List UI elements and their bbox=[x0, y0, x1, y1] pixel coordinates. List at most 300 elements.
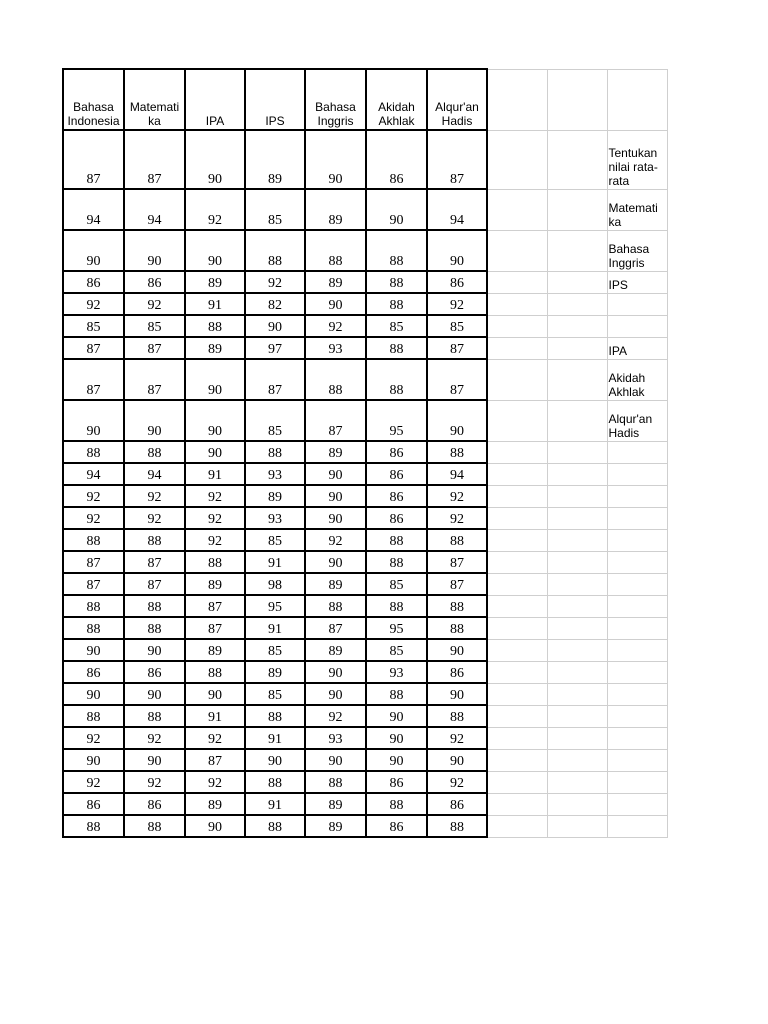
score-cell[interactable]: 88 bbox=[427, 815, 487, 837]
empty-cell[interactable] bbox=[487, 727, 547, 749]
score-cell[interactable]: 86 bbox=[366, 463, 427, 485]
score-cell[interactable]: 90 bbox=[63, 400, 124, 441]
empty-cell[interactable] bbox=[487, 485, 547, 507]
score-cell[interactable]: 86 bbox=[63, 661, 124, 683]
empty-cell[interactable] bbox=[487, 705, 547, 727]
score-cell[interactable]: 92 bbox=[427, 727, 487, 749]
score-cell[interactable]: 90 bbox=[427, 230, 487, 271]
score-cell[interactable]: 90 bbox=[305, 130, 366, 189]
score-cell[interactable]: 87 bbox=[63, 359, 124, 400]
empty-cell[interactable] bbox=[547, 683, 607, 705]
score-cell[interactable]: 89 bbox=[305, 793, 366, 815]
score-cell[interactable]: 85 bbox=[63, 315, 124, 337]
score-cell[interactable]: 86 bbox=[366, 441, 427, 463]
empty-cell[interactable] bbox=[487, 639, 547, 661]
empty-cell[interactable] bbox=[547, 815, 607, 837]
empty-cell[interactable] bbox=[607, 595, 667, 617]
empty-cell[interactable] bbox=[607, 293, 667, 315]
empty-cell[interactable] bbox=[547, 69, 607, 130]
score-cell[interactable]: 94 bbox=[124, 463, 185, 485]
empty-cell[interactable] bbox=[487, 400, 547, 441]
score-cell[interactable]: 90 bbox=[185, 359, 245, 400]
empty-cell[interactable] bbox=[487, 771, 547, 793]
score-cell[interactable]: 86 bbox=[366, 485, 427, 507]
score-cell[interactable]: 87 bbox=[185, 617, 245, 639]
empty-cell[interactable] bbox=[547, 749, 607, 771]
score-cell[interactable]: 88 bbox=[124, 815, 185, 837]
empty-cell[interactable] bbox=[487, 293, 547, 315]
score-cell[interactable]: 88 bbox=[124, 595, 185, 617]
score-cell[interactable]: 88 bbox=[366, 359, 427, 400]
empty-cell[interactable] bbox=[547, 551, 607, 573]
table-row bbox=[63, 130, 667, 189]
empty-cell[interactable] bbox=[547, 230, 607, 271]
score-cell[interactable]: 92 bbox=[185, 189, 245, 230]
table-row bbox=[63, 661, 667, 683]
score-cell[interactable]: 88 bbox=[427, 529, 487, 551]
score-cell[interactable]: 85 bbox=[366, 573, 427, 595]
score-cell[interactable]: 92 bbox=[63, 771, 124, 793]
empty-cell[interactable] bbox=[547, 573, 607, 595]
empty-cell[interactable] bbox=[607, 749, 667, 771]
score-cell[interactable]: 90 bbox=[305, 661, 366, 683]
empty-cell[interactable] bbox=[487, 661, 547, 683]
cell-text-line: Akhlak bbox=[378, 114, 415, 128]
score-cell[interactable]: 89 bbox=[245, 485, 305, 507]
empty-cell[interactable] bbox=[547, 337, 607, 359]
score-cell[interactable]: 90 bbox=[124, 230, 185, 271]
score-cell[interactable]: 90 bbox=[185, 130, 245, 189]
column-header[interactable] bbox=[185, 69, 245, 130]
score-cell[interactable]: 89 bbox=[305, 573, 366, 595]
score-cell[interactable]: 88 bbox=[366, 230, 427, 271]
score-cell[interactable]: 91 bbox=[245, 727, 305, 749]
score-cell[interactable]: 95 bbox=[366, 617, 427, 639]
score-cell[interactable]: 87 bbox=[63, 130, 124, 189]
column-header[interactable] bbox=[305, 69, 366, 130]
score-cell[interactable]: 88 bbox=[63, 705, 124, 727]
score-cell[interactable]: 86 bbox=[427, 793, 487, 815]
score-cell[interactable]: 94 bbox=[63, 463, 124, 485]
score-cell[interactable]: 90 bbox=[305, 293, 366, 315]
score-cell[interactable]: 92 bbox=[124, 293, 185, 315]
score-cell[interactable]: 88 bbox=[185, 315, 245, 337]
score-cell[interactable]: 88 bbox=[305, 359, 366, 400]
score-cell[interactable]: 87 bbox=[427, 337, 487, 359]
score-cell[interactable]: 88 bbox=[245, 441, 305, 463]
score-cell[interactable]: 87 bbox=[124, 130, 185, 189]
score-cell[interactable]: 91 bbox=[185, 293, 245, 315]
score-cell[interactable]: 86 bbox=[366, 130, 427, 189]
empty-cell[interactable] bbox=[607, 683, 667, 705]
empty-cell[interactable] bbox=[607, 793, 667, 815]
score-cell[interactable]: 92 bbox=[124, 485, 185, 507]
empty-cell[interactable] bbox=[607, 815, 667, 837]
empty-cell[interactable] bbox=[487, 529, 547, 551]
score-cell[interactable]: 92 bbox=[63, 293, 124, 315]
column-header[interactable] bbox=[63, 69, 124, 130]
score-cell[interactable]: 88 bbox=[366, 683, 427, 705]
score-cell[interactable]: 88 bbox=[427, 705, 487, 727]
side-note-cell[interactable] bbox=[607, 271, 667, 293]
empty-cell[interactable] bbox=[487, 337, 547, 359]
score-cell[interactable]: 89 bbox=[305, 441, 366, 463]
empty-cell[interactable] bbox=[607, 441, 667, 463]
empty-cell[interactable] bbox=[547, 130, 607, 189]
empty-cell[interactable] bbox=[547, 463, 607, 485]
empty-cell[interactable] bbox=[607, 507, 667, 529]
score-cell[interactable]: 87 bbox=[63, 551, 124, 573]
score-cell[interactable]: 91 bbox=[185, 463, 245, 485]
score-cell[interactable]: 94 bbox=[427, 189, 487, 230]
score-cell[interactable]: 87 bbox=[305, 400, 366, 441]
score-cell[interactable]: 88 bbox=[185, 661, 245, 683]
score-cell[interactable]: 94 bbox=[63, 189, 124, 230]
empty-cell[interactable] bbox=[547, 639, 607, 661]
score-cell[interactable]: 90 bbox=[366, 749, 427, 771]
empty-cell[interactable] bbox=[487, 230, 547, 271]
score-cell[interactable]: 86 bbox=[427, 271, 487, 293]
empty-cell[interactable] bbox=[547, 293, 607, 315]
score-cell[interactable]: 87 bbox=[427, 573, 487, 595]
score-cell[interactable]: 90 bbox=[185, 683, 245, 705]
score-cell[interactable]: 90 bbox=[63, 683, 124, 705]
empty-cell[interactable] bbox=[547, 595, 607, 617]
score-cell[interactable]: 88 bbox=[124, 617, 185, 639]
score-cell[interactable]: 92 bbox=[63, 727, 124, 749]
score-cell[interactable]: 95 bbox=[245, 595, 305, 617]
score-cell[interactable]: 91 bbox=[245, 617, 305, 639]
cell-text-line: IPA bbox=[608, 343, 627, 358]
score-cell[interactable]: 89 bbox=[245, 130, 305, 189]
empty-cell[interactable] bbox=[547, 617, 607, 639]
score-cell[interactable]: 92 bbox=[185, 771, 245, 793]
empty-cell[interactable] bbox=[487, 573, 547, 595]
score-cell[interactable]: 88 bbox=[245, 230, 305, 271]
side-note-cell[interactable] bbox=[607, 189, 667, 230]
score-cell[interactable]: 88 bbox=[305, 230, 366, 271]
score-cell[interactable]: 86 bbox=[366, 771, 427, 793]
score-cell[interactable]: 93 bbox=[366, 661, 427, 683]
score-cell[interactable]: 88 bbox=[245, 771, 305, 793]
score-cell[interactable]: 85 bbox=[245, 189, 305, 230]
empty-cell[interactable] bbox=[487, 595, 547, 617]
cell-text-line: Bahasa bbox=[73, 100, 114, 114]
empty-cell[interactable] bbox=[547, 315, 607, 337]
empty-cell[interactable] bbox=[487, 463, 547, 485]
empty-cell[interactable] bbox=[487, 617, 547, 639]
score-cell[interactable]: 86 bbox=[124, 661, 185, 683]
side-note-cell[interactable] bbox=[607, 400, 667, 441]
score-cell[interactable]: 92 bbox=[124, 771, 185, 793]
empty-cell[interactable] bbox=[607, 69, 667, 130]
score-cell[interactable]: 90 bbox=[366, 189, 427, 230]
score-cell[interactable]: 92 bbox=[185, 485, 245, 507]
score-cell[interactable]: 93 bbox=[245, 507, 305, 529]
score-cell[interactable]: 87 bbox=[124, 551, 185, 573]
side-note-cell[interactable] bbox=[607, 230, 667, 271]
empty-cell[interactable] bbox=[487, 683, 547, 705]
score-cell[interactable]: 87 bbox=[185, 749, 245, 771]
empty-cell[interactable] bbox=[487, 130, 547, 189]
score-cell[interactable]: 88 bbox=[366, 271, 427, 293]
score-cell[interactable]: 86 bbox=[124, 793, 185, 815]
score-cell[interactable]: 92 bbox=[185, 529, 245, 551]
empty-cell[interactable] bbox=[547, 485, 607, 507]
empty-cell[interactable] bbox=[487, 315, 547, 337]
score-cell[interactable]: 90 bbox=[185, 815, 245, 837]
score-cell[interactable]: 88 bbox=[185, 551, 245, 573]
table-row bbox=[63, 595, 667, 617]
score-cell[interactable]: 97 bbox=[245, 337, 305, 359]
score-cell[interactable]: 91 bbox=[245, 793, 305, 815]
score-cell[interactable]: 88 bbox=[245, 705, 305, 727]
empty-cell[interactable] bbox=[547, 189, 607, 230]
table-row bbox=[63, 771, 667, 793]
score-cell[interactable]: 85 bbox=[366, 315, 427, 337]
empty-cell[interactable] bbox=[607, 639, 667, 661]
score-cell[interactable]: 82 bbox=[245, 293, 305, 315]
cell-text-line: nilai rata- bbox=[608, 159, 658, 174]
score-cell[interactable]: 87 bbox=[124, 337, 185, 359]
empty-cell[interactable] bbox=[487, 507, 547, 529]
score-cell[interactable]: 90 bbox=[185, 230, 245, 271]
score-cell[interactable]: 88 bbox=[427, 441, 487, 463]
score-cell[interactable]: 92 bbox=[124, 727, 185, 749]
score-cell[interactable]: 88 bbox=[366, 337, 427, 359]
score-cell[interactable]: 93 bbox=[305, 337, 366, 359]
empty-cell[interactable] bbox=[607, 573, 667, 595]
empty-cell[interactable] bbox=[487, 189, 547, 230]
grid-body bbox=[63, 69, 667, 837]
score-cell[interactable]: 92 bbox=[63, 507, 124, 529]
score-cell[interactable]: 92 bbox=[305, 315, 366, 337]
score-cell[interactable]: 88 bbox=[366, 529, 427, 551]
score-cell[interactable]: 94 bbox=[427, 463, 487, 485]
score-cell[interactable]: 98 bbox=[245, 573, 305, 595]
empty-cell[interactable] bbox=[547, 793, 607, 815]
empty-cell[interactable] bbox=[607, 485, 667, 507]
score-cell[interactable]: 88 bbox=[63, 441, 124, 463]
score-cell[interactable]: 88 bbox=[366, 595, 427, 617]
score-cell[interactable]: 85 bbox=[245, 683, 305, 705]
column-header[interactable] bbox=[245, 69, 305, 130]
score-cell[interactable]: 88 bbox=[366, 793, 427, 815]
score-cell[interactable]: 88 bbox=[305, 595, 366, 617]
score-cell[interactable]: 89 bbox=[185, 271, 245, 293]
table-row bbox=[63, 271, 667, 293]
empty-cell[interactable] bbox=[607, 771, 667, 793]
score-cell[interactable]: 86 bbox=[427, 661, 487, 683]
score-cell[interactable]: 88 bbox=[63, 595, 124, 617]
score-cell[interactable]: 90 bbox=[124, 639, 185, 661]
score-cell[interactable]: 86 bbox=[366, 507, 427, 529]
score-cell[interactable]: 90 bbox=[427, 400, 487, 441]
score-cell[interactable]: 86 bbox=[366, 815, 427, 837]
score-cell[interactable]: 89 bbox=[185, 793, 245, 815]
score-cell[interactable]: 88 bbox=[366, 293, 427, 315]
empty-cell[interactable] bbox=[547, 441, 607, 463]
score-cell[interactable]: 95 bbox=[366, 400, 427, 441]
score-cell[interactable]: 85 bbox=[245, 529, 305, 551]
score-cell[interactable]: 90 bbox=[124, 683, 185, 705]
score-cell[interactable]: 88 bbox=[124, 441, 185, 463]
score-cell[interactable]: 93 bbox=[305, 727, 366, 749]
score-cell[interactable]: 92 bbox=[427, 293, 487, 315]
score-cell[interactable]: 89 bbox=[305, 639, 366, 661]
empty-cell[interactable] bbox=[607, 705, 667, 727]
score-cell[interactable]: 85 bbox=[245, 400, 305, 441]
column-header[interactable] bbox=[124, 69, 185, 130]
score-cell[interactable]: 90 bbox=[305, 485, 366, 507]
score-cell[interactable]: 87 bbox=[63, 337, 124, 359]
score-cell[interactable]: 90 bbox=[305, 551, 366, 573]
empty-cell[interactable] bbox=[547, 271, 607, 293]
score-cell[interactable]: 90 bbox=[124, 749, 185, 771]
side-note-cell[interactable] bbox=[607, 337, 667, 359]
score-cell[interactable]: 88 bbox=[245, 815, 305, 837]
score-cell[interactable]: 90 bbox=[427, 639, 487, 661]
table-row bbox=[63, 293, 667, 315]
score-cell[interactable]: 90 bbox=[305, 749, 366, 771]
table-row bbox=[63, 463, 667, 485]
empty-cell[interactable] bbox=[487, 749, 547, 771]
score-cell[interactable]: 92 bbox=[305, 529, 366, 551]
score-cell[interactable]: 89 bbox=[305, 815, 366, 837]
cell-text-line: IPA bbox=[205, 114, 225, 128]
score-cell[interactable]: 94 bbox=[124, 189, 185, 230]
score-cell[interactable]: 88 bbox=[63, 815, 124, 837]
empty-cell[interactable] bbox=[607, 617, 667, 639]
score-cell[interactable]: 90 bbox=[366, 705, 427, 727]
score-cell[interactable]: 92 bbox=[427, 485, 487, 507]
score-cell[interactable]: 92 bbox=[427, 771, 487, 793]
empty-cell[interactable] bbox=[547, 529, 607, 551]
score-cell[interactable]: 92 bbox=[124, 507, 185, 529]
score-cell[interactable]: 88 bbox=[63, 617, 124, 639]
score-cell[interactable]: 87 bbox=[185, 595, 245, 617]
side-note-cell[interactable] bbox=[607, 359, 667, 400]
empty-cell[interactable] bbox=[547, 400, 607, 441]
score-cell[interactable]: 86 bbox=[124, 271, 185, 293]
score-cell[interactable]: 87 bbox=[124, 359, 185, 400]
empty-cell[interactable] bbox=[607, 661, 667, 683]
empty-cell[interactable] bbox=[487, 359, 547, 400]
empty-cell[interactable] bbox=[607, 315, 667, 337]
score-cell[interactable]: 85 bbox=[124, 315, 185, 337]
cell-text-line: ka bbox=[608, 214, 622, 229]
empty-cell[interactable] bbox=[547, 507, 607, 529]
score-cell[interactable]: 88 bbox=[305, 771, 366, 793]
score-cell[interactable]: 90 bbox=[185, 400, 245, 441]
score-cell[interactable]: 90 bbox=[305, 463, 366, 485]
table-row bbox=[63, 727, 667, 749]
score-cell[interactable]: 87 bbox=[305, 617, 366, 639]
score-cell[interactable]: 90 bbox=[245, 315, 305, 337]
score-cell[interactable]: 90 bbox=[366, 727, 427, 749]
score-cell[interactable]: 88 bbox=[427, 595, 487, 617]
empty-cell[interactable] bbox=[487, 815, 547, 837]
empty-cell[interactable] bbox=[487, 271, 547, 293]
score-cell[interactable]: 88 bbox=[366, 551, 427, 573]
empty-cell[interactable] bbox=[607, 551, 667, 573]
score-cell[interactable]: 86 bbox=[63, 271, 124, 293]
score-cell[interactable]: 92 bbox=[245, 271, 305, 293]
table-row bbox=[63, 617, 667, 639]
score-cell[interactable]: 85 bbox=[245, 639, 305, 661]
score-cell[interactable]: 89 bbox=[185, 639, 245, 661]
score-cell[interactable]: 89 bbox=[185, 337, 245, 359]
score-cell[interactable]: 92 bbox=[185, 727, 245, 749]
empty-cell[interactable] bbox=[547, 771, 607, 793]
score-cell[interactable]: 85 bbox=[366, 639, 427, 661]
empty-cell[interactable] bbox=[487, 551, 547, 573]
score-cell[interactable]: 89 bbox=[305, 189, 366, 230]
score-cell[interactable]: 87 bbox=[124, 573, 185, 595]
score-cell[interactable]: 86 bbox=[63, 793, 124, 815]
score-cell[interactable]: 88 bbox=[63, 529, 124, 551]
table-row bbox=[63, 315, 667, 337]
empty-cell[interactable] bbox=[487, 441, 547, 463]
cell-text-line: Indonesia bbox=[67, 114, 120, 128]
score-cell[interactable]: 90 bbox=[63, 230, 124, 271]
score-cell[interactable]: 90 bbox=[245, 749, 305, 771]
score-cell[interactable]: 92 bbox=[427, 507, 487, 529]
score-cell[interactable]: 90 bbox=[63, 639, 124, 661]
score-cell[interactable]: 90 bbox=[185, 441, 245, 463]
cell-text-line: Inggris bbox=[608, 255, 645, 270]
score-cell[interactable]: 90 bbox=[427, 683, 487, 705]
score-cell[interactable]: 88 bbox=[124, 529, 185, 551]
empty-cell[interactable] bbox=[547, 661, 607, 683]
empty-cell[interactable] bbox=[607, 463, 667, 485]
empty-cell[interactable] bbox=[547, 359, 607, 400]
column-header[interactable] bbox=[366, 69, 427, 130]
score-cell[interactable]: 88 bbox=[124, 705, 185, 727]
side-note-cell[interactable] bbox=[607, 130, 667, 189]
score-cell[interactable]: 93 bbox=[245, 463, 305, 485]
score-cell[interactable]: 92 bbox=[305, 705, 366, 727]
score-cell[interactable]: 90 bbox=[427, 749, 487, 771]
score-cell[interactable]: 90 bbox=[305, 507, 366, 529]
column-header[interactable] bbox=[427, 69, 487, 130]
score-cell[interactable]: 87 bbox=[427, 551, 487, 573]
empty-cell[interactable] bbox=[487, 69, 547, 130]
score-cell[interactable]: 88 bbox=[427, 617, 487, 639]
score-cell[interactable]: 91 bbox=[185, 705, 245, 727]
score-cell[interactable]: 91 bbox=[245, 551, 305, 573]
empty-cell[interactable] bbox=[547, 705, 607, 727]
score-cell[interactable]: 90 bbox=[124, 400, 185, 441]
table-row bbox=[63, 507, 667, 529]
score-cell[interactable]: 87 bbox=[245, 359, 305, 400]
score-cell[interactable]: 85 bbox=[427, 315, 487, 337]
empty-cell[interactable] bbox=[547, 727, 607, 749]
empty-cell[interactable] bbox=[487, 793, 547, 815]
score-cell[interactable]: 90 bbox=[305, 683, 366, 705]
score-cell[interactable]: 87 bbox=[427, 359, 487, 400]
score-cell[interactable]: 89 bbox=[185, 573, 245, 595]
empty-cell[interactable] bbox=[607, 529, 667, 551]
empty-cell[interactable] bbox=[607, 727, 667, 749]
score-cell[interactable]: 87 bbox=[427, 130, 487, 189]
score-cell[interactable]: 89 bbox=[245, 661, 305, 683]
score-cell[interactable]: 92 bbox=[63, 485, 124, 507]
score-cell[interactable]: 87 bbox=[63, 573, 124, 595]
score-cell[interactable]: 89 bbox=[305, 271, 366, 293]
score-cell[interactable]: 92 bbox=[185, 507, 245, 529]
score-cell[interactable]: 90 bbox=[63, 749, 124, 771]
